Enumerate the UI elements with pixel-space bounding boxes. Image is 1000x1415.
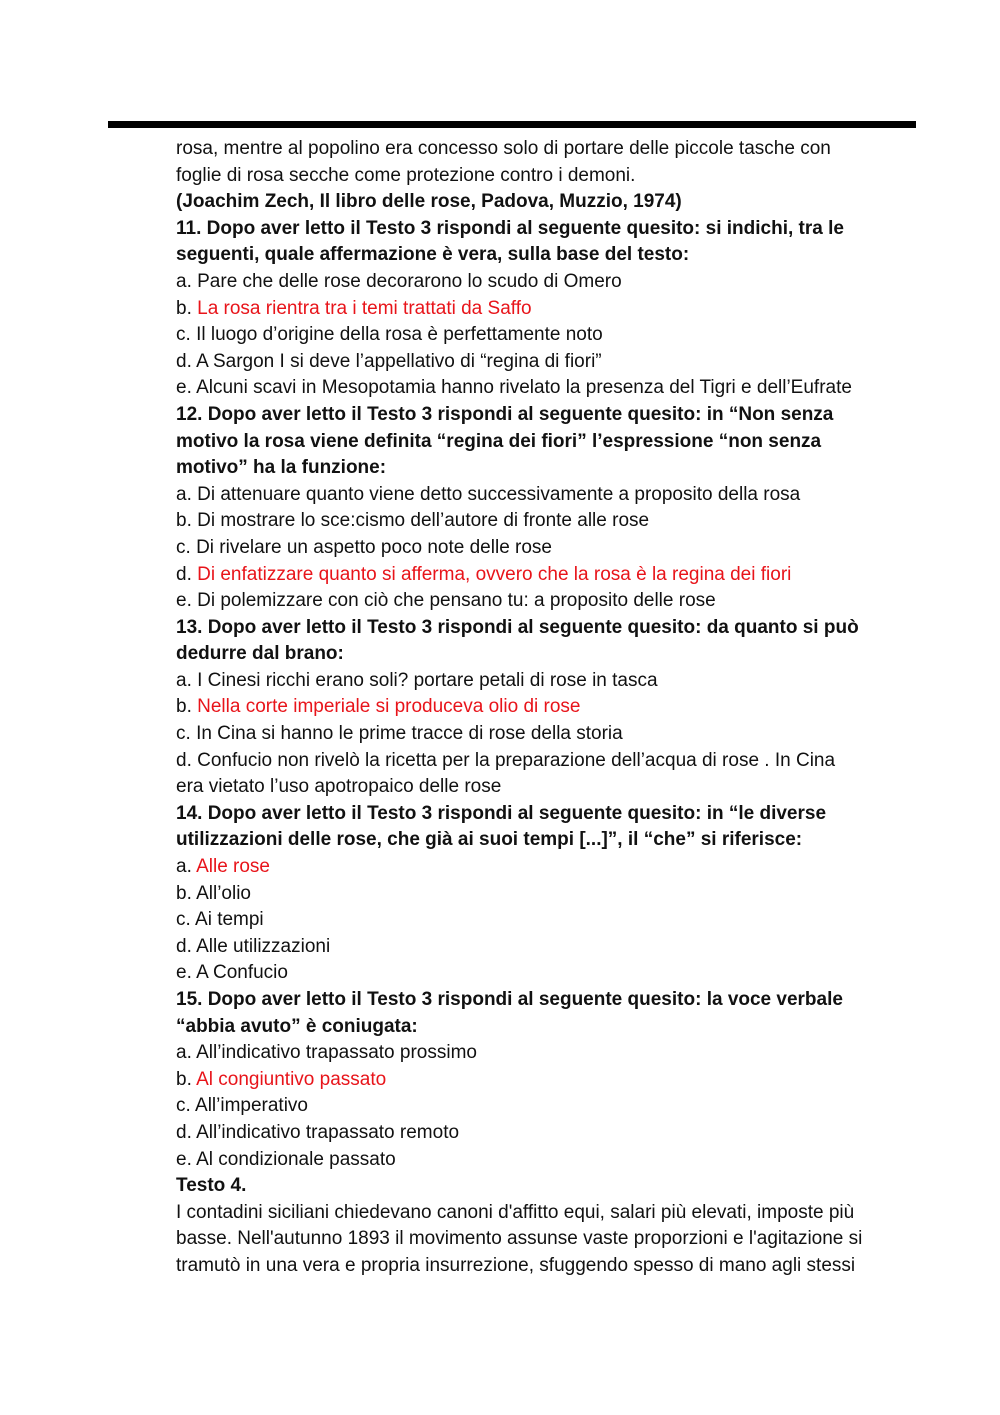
- correct-option-text: Nella corte imperiale si produceva olio di rose: [197, 696, 581, 718]
- correct-option-text: Di enfatizzare quanto si afferma, ovvero che la rosa è la regina dei fiori: [197, 563, 792, 585]
- option-letter: a.: [176, 669, 198, 691]
- option-text: Di mostrare lo sce:cismo dell’autore di fronte alle rose: [197, 510, 650, 532]
- question-block: [176, 987, 916, 1173]
- option-text: In Cina si hanno le prime tracce di rose della storia: [196, 723, 623, 745]
- question-title-line: “abbia avuto” è coniugata:: [176, 1015, 418, 1037]
- option-text: Di attenuare quanto viene detto successivamente a proposito della rosa: [197, 483, 801, 505]
- answer-option: [176, 296, 916, 323]
- text-line: rosa, mentre al popolino era concesso solo di portare delle piccole tasche con: [176, 138, 831, 159]
- citation: (Joachim Zech, Il libro delle rose, Padova, Muzzio, 1974): [176, 191, 682, 213]
- option-letter: b.: [176, 1068, 197, 1090]
- text-line: tramutò in una vera e propria insurrezione, sfuggendo spesso di mano agli stessi: [176, 1254, 856, 1276]
- option-letter: a.: [176, 270, 198, 292]
- answer-option: [176, 960, 916, 987]
- option-text: All’indicativo trapassato prossimo: [196, 1042, 477, 1064]
- text-line: I contadini siciliani chiedevano canoni d'affitto equi, salari più elevati, imposte più: [176, 1201, 855, 1223]
- question-title-line: motivo la rosa viene definita “regina dei fiori” l’espressione “non senza: [176, 430, 822, 452]
- option-letter: c.: [176, 324, 197, 346]
- question-title-line: 12. Dopo aver letto il Testo 3 rispondi al seguente quesito: in “Non senza: [176, 403, 834, 425]
- intro-paragraph: [176, 136, 916, 189]
- option-letter: c.: [176, 536, 197, 558]
- question-title-line: 15. Dopo aver letto il Testo 3 rispondi al seguente quesito: la voce verbale: [176, 989, 843, 1010]
- question-title-line: 14. Dopo aver letto il Testo 3 rispondi al seguente quesito: in “le diverse: [176, 802, 827, 824]
- option-text: Il luogo d’origine della rosa è perfettamente noto: [196, 324, 603, 346]
- answer-option: [176, 721, 916, 748]
- correct-option-text: Alle rose: [196, 856, 270, 878]
- answer-option: [176, 854, 916, 881]
- question-title-line: 13. Dopo aver letto il Testo 3 rispondi al seguente quesito: da quanto si può: [176, 616, 859, 638]
- option-letter: c.: [176, 909, 196, 931]
- answer-option: [176, 668, 916, 695]
- question-title-line: seguenti, quale affermazione è vera, sulla base del testo:: [176, 244, 690, 266]
- option-letter: d.: [176, 563, 198, 585]
- answer-option: [176, 375, 916, 402]
- answer-option: [176, 322, 916, 349]
- option-text: All’olio: [196, 882, 251, 904]
- option-letter: b.: [176, 510, 198, 532]
- option-text: Confucio non rivelò la ricetta per la preparazione dell’acqua di rose . In Cina: [197, 749, 836, 771]
- answer-option: [176, 907, 916, 934]
- option-text: A Confucio: [196, 962, 288, 984]
- option-text: Alle utilizzazioni: [196, 935, 331, 957]
- answer-option: [176, 1120, 916, 1147]
- option-letter: e.: [176, 377, 197, 399]
- option-letter: a.: [176, 1042, 197, 1064]
- option-letter: e.: [176, 962, 197, 984]
- option-letter: d.: [176, 1121, 197, 1143]
- answer-option: [176, 535, 916, 562]
- option-letter: a.: [176, 856, 197, 878]
- correct-option-text: Al congiuntivo passato: [196, 1068, 387, 1090]
- answer-option: [176, 562, 916, 589]
- header-rule: [108, 121, 916, 128]
- question-list: [176, 216, 916, 1173]
- option-letter: b.: [176, 297, 198, 319]
- answer-option: [176, 1093, 916, 1120]
- answer-option: [176, 482, 916, 509]
- text-line: basse. Nell'autunno 1893 il movimento assunse vaste proporzioni e l'agitazione si: [176, 1228, 863, 1250]
- document-body: [176, 136, 916, 1280]
- question-title-line: 11. Dopo aver letto il Testo 3 rispondi al seguente quesito: si indichi, tra le: [176, 217, 844, 239]
- option-letter: b.: [176, 696, 198, 718]
- answer-option: [176, 508, 916, 535]
- answer-option: [176, 1147, 916, 1174]
- option-letter: d.: [176, 749, 198, 771]
- option-letter: e.: [176, 1148, 197, 1170]
- question-title-line: motivo” ha la funzione:: [176, 457, 387, 479]
- option-text: era vietato l’uso apotropaico delle rose: [176, 776, 502, 798]
- answer-option: [176, 694, 916, 721]
- answer-option: [176, 1067, 916, 1094]
- question-block: [176, 801, 916, 987]
- option-text: I Cinesi ricchi erano soli? portare petali di rose in tasca: [197, 669, 658, 691]
- text-line: foglie di rosa secche come protezione contro i demoni.: [176, 164, 636, 186]
- answer-option: [176, 588, 916, 615]
- answer-option: [176, 349, 916, 376]
- answer-option: [176, 269, 916, 296]
- question-block: [176, 615, 916, 801]
- option-letter: c.: [176, 1095, 196, 1117]
- option-text: Ai tempi: [195, 909, 264, 931]
- option-text: Di polemizzare con ciò che pensano tu: a proposito delle rose: [197, 590, 716, 612]
- question-title-line: dedurre dal brano:: [176, 643, 344, 665]
- option-letter: c.: [176, 723, 197, 745]
- answer-option: [176, 774, 916, 801]
- option-text: Di rivelare un aspetto poco note delle rose: [196, 536, 552, 558]
- answer-option: [176, 1040, 916, 1067]
- option-text: All’imperativo: [195, 1095, 308, 1117]
- answer-option: [176, 748, 916, 775]
- outro-paragraph: [176, 1200, 916, 1280]
- question-block: [176, 402, 916, 615]
- option-text: A Sargon I si deve l’appellativo di “regina di fiori”: [196, 350, 602, 372]
- answer-option: [176, 881, 916, 908]
- section-title: Testo 4.: [176, 1175, 247, 1197]
- option-text: Pare che delle rose decorarono lo scudo di Omero: [197, 270, 622, 292]
- option-letter: b.: [176, 882, 197, 904]
- option-letter: d.: [176, 935, 197, 957]
- option-text: Alcuni scavi in Mesopotamia hanno rivelato la presenza del Tigri e dell’Eufrate: [196, 377, 852, 399]
- option-letter: a.: [176, 483, 198, 505]
- answer-option: [176, 934, 916, 961]
- option-letter: e.: [176, 590, 198, 612]
- question-title-line: utilizzazioni delle rose, che già ai suoi tempi [...]”, il “che” si riferisce:: [176, 829, 803, 851]
- question-block: [176, 216, 916, 402]
- correct-option-text: La rosa rientra tra i temi trattati da Saffo: [197, 297, 532, 319]
- option-text: All’indicativo trapassato remoto: [196, 1121, 460, 1143]
- option-letter: d.: [176, 350, 197, 372]
- option-text: Al condizionale passato: [196, 1148, 396, 1170]
